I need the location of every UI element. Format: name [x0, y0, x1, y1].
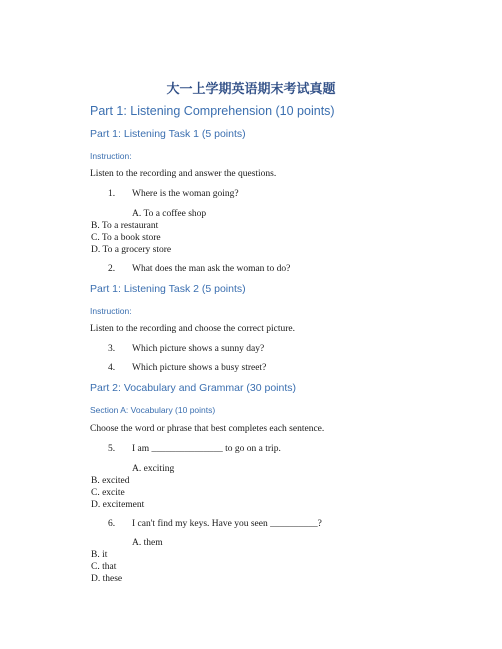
question-number: 5.: [108, 444, 116, 454]
part1-heading: Part 1: Listening Comprehension (10 points): [90, 104, 335, 118]
task1-instruction: Listen to the recording and answer the questions.: [90, 169, 277, 179]
q1-option-b: B. To a restaurant: [91, 221, 159, 231]
sectionA-heading: Section A: Vocabulary (10 points): [90, 405, 216, 415]
q6-option-c: C. that: [91, 562, 117, 572]
q1-option-d: D. To a grocery store: [91, 245, 172, 255]
task2-instruction-label: Instruction:: [90, 306, 132, 316]
task2-heading: Part 1: Listening Task 2 (5 points): [90, 283, 246, 295]
question-number: 2.: [108, 264, 116, 274]
question-text: Where is the woman going?: [132, 189, 239, 199]
task1-instruction-label: Instruction:: [90, 151, 132, 161]
question-number: 1.: [108, 189, 116, 199]
q5-option-b: B. excited: [91, 476, 130, 486]
task1-heading: Part 1: Listening Task 1 (5 points): [90, 128, 246, 140]
sectionA-instruction: Choose the word or phrase that best completes each sentence.: [90, 424, 325, 434]
q6-option-b: B. it: [91, 550, 108, 560]
q5-option-c: C. excite: [91, 488, 125, 498]
q5-option-a: A. exciting: [132, 464, 175, 474]
question-text: Which picture shows a sunny day?: [132, 344, 265, 354]
question-text: What does the man ask the woman to do?: [132, 264, 291, 274]
q1-option-a: A. To a coffee shop: [132, 209, 207, 219]
question-text: I can't find my keys. Have you seen __________?: [132, 519, 322, 529]
q1-option-c: C. To a book store: [91, 233, 161, 243]
question-text: I am _______________ to go on a trip.: [132, 444, 281, 454]
question-number: 3.: [108, 344, 116, 354]
question-text: Which picture shows a busy street?: [132, 363, 267, 373]
task2-instruction: Listen to the recording and choose the correct picture.: [90, 324, 295, 334]
document-title: 大一上学期英语期末考试真题: [166, 82, 336, 97]
question-number: 6.: [108, 519, 116, 529]
q6-option-a: A. them: [132, 538, 163, 548]
question-number: 4.: [108, 363, 116, 373]
q6-option-d: D. these: [91, 574, 123, 584]
part2-heading: Part 2: Vocabulary and Grammar (30 points): [90, 382, 297, 394]
q5-option-d: D. excitement: [91, 500, 145, 510]
